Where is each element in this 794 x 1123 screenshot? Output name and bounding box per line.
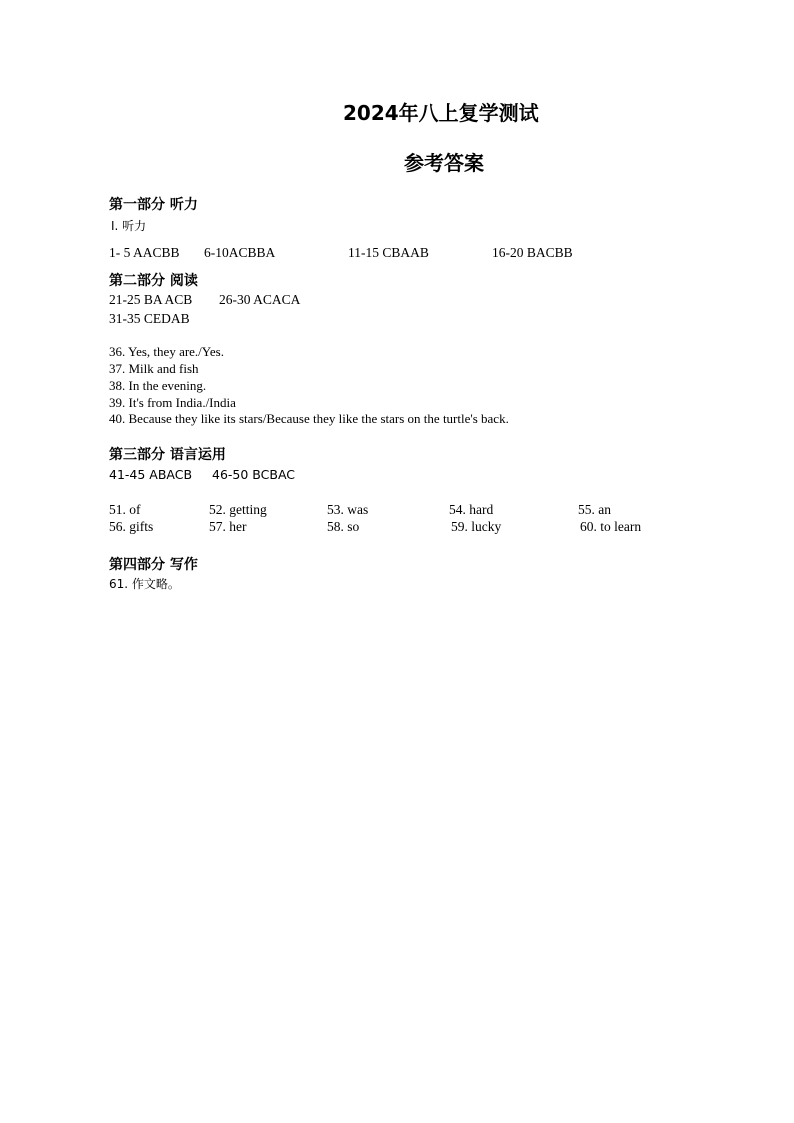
blank-answer-55: 55. an [578, 502, 611, 517]
blank-answer-54: 54. hard [449, 502, 494, 517]
answer-group-26-30: 26-30 ACACA [219, 292, 301, 307]
answer-group-46-50: 46-50 BCBAC [212, 467, 296, 482]
answer-61: 61. 作文略。 [109, 577, 180, 591]
answer-37: 37. Milk and fish [109, 361, 199, 376]
blank-answer-51: 51. of [109, 502, 141, 517]
section-heading-writing: 第四部分 写作 [109, 557, 198, 573]
blank-answer-57: 57. her [209, 519, 247, 534]
answer-40: 40. Because they like its stars/Because they like the stars on the turtle's back. [109, 411, 509, 426]
section-heading-language-use: 第三部分 语言运用 [109, 447, 226, 463]
blank-answer-53: 53. was [327, 502, 369, 517]
blank-answer-58: 58. so [327, 519, 360, 534]
blank-answer-60: 60. to learn [580, 519, 642, 534]
answer-group-6-10: 6-10ACBBA [204, 245, 276, 260]
answer-39: 39. It's from India./India [109, 395, 236, 410]
blank-answer-52: 52. getting [209, 502, 267, 517]
answer-group-21-25: 21-25 BA ACB [109, 292, 193, 307]
page-title: 2024年八上复学测试 [343, 101, 539, 125]
blank-answer-59: 59. lucky [451, 519, 502, 534]
answer-38: 38. In the evening. [109, 378, 207, 393]
answer-group-41-45: 41-45 ABACB [109, 467, 193, 482]
answer-group-16-20: 16-20 BACBB [492, 245, 573, 260]
subsection-label-listening: Ⅰ. 听力 [111, 219, 147, 233]
section-heading-reading: 第二部分 阅读 [109, 273, 198, 289]
section-heading-listening: 第一部分 听力 [109, 197, 198, 213]
answer-group-31-35: 31-35 CEDAB [109, 311, 190, 326]
blank-answer-56: 56. gifts [109, 519, 154, 534]
answer-36: 36. Yes, they are./Yes. [109, 344, 224, 359]
answer-group-1-5: 1- 5 AACBB [109, 245, 180, 260]
page-subtitle: 参考答案 [404, 151, 484, 175]
answer-group-11-15: 11-15 CBAAB [348, 245, 429, 260]
